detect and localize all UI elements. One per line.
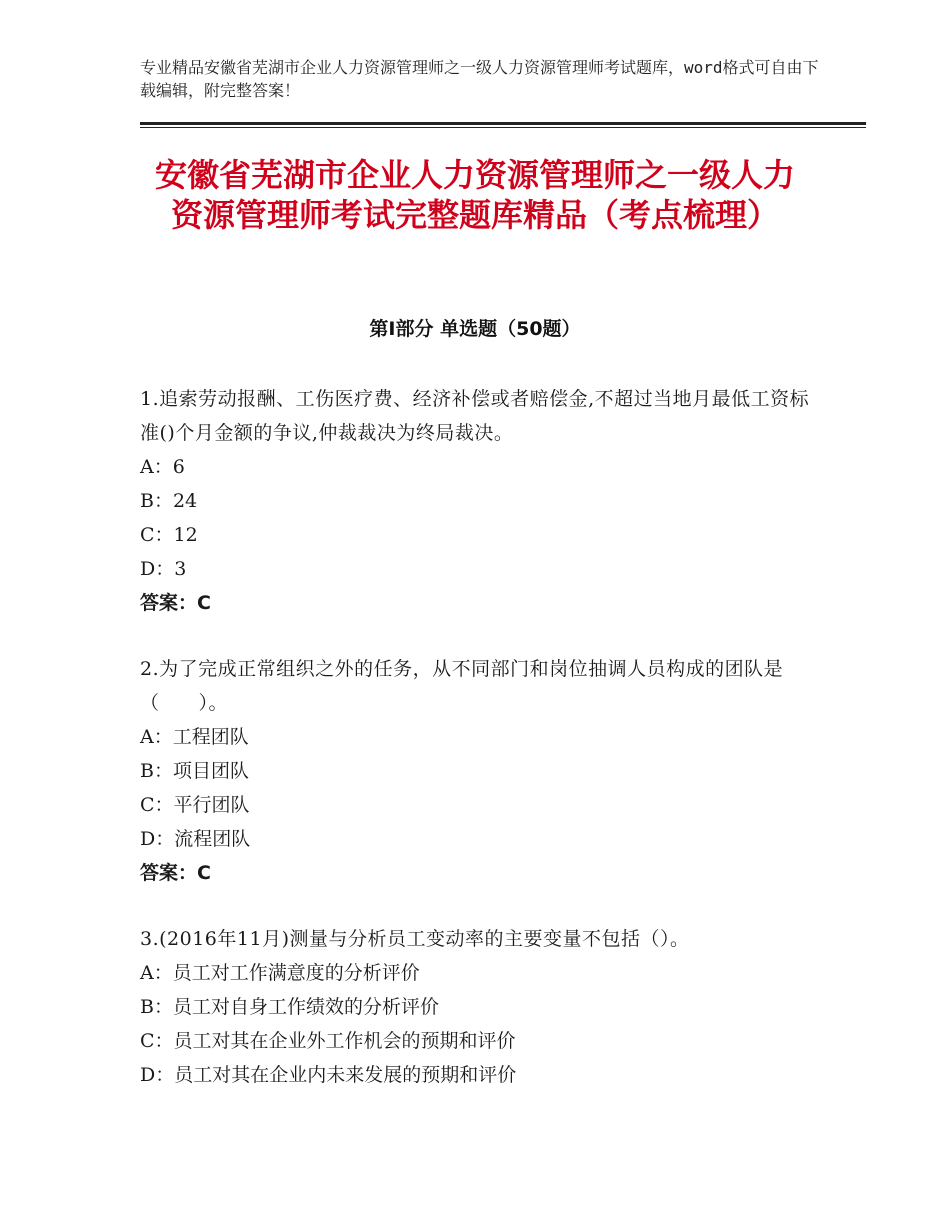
answer: 答案：C — [140, 862, 211, 884]
option-b: B：24 — [140, 490, 198, 512]
document-title: 安徽省芜湖市企业人力资源管理师之一级人力资源管理师考试完整题库精品（考点梳理） — [154, 156, 795, 234]
question-3 — [140, 922, 820, 1092]
section-title: 第Ⅰ部分 单选题（50题） — [369, 318, 581, 340]
option-d: D：流程团队 — [140, 828, 251, 850]
option-a: A：员工对工作满意度的分析评价 — [140, 962, 420, 984]
question-stem: 2.为了完成正常组织之外的任务，从不同部门和岗位抽调人员构成的团队是（ ）。 — [140, 658, 784, 714]
question-2 — [140, 652, 820, 890]
question-stem: 3.(2016年11月)测量与分析员工变动率的主要变量不包括（）。 — [140, 928, 690, 950]
option-d: D：员工对其在企业内未来发展的预期和评价 — [140, 1064, 517, 1086]
question-list — [140, 382, 820, 1124]
header-note: 专业精品安徽省芜湖市企业人力资源管理师之一级人力资源管理师考试题库，word格式可自由下载编辑，附完整答案！ — [140, 58, 819, 100]
option-d: D：3 — [140, 558, 187, 580]
option-c: C：员工对其在企业外工作机会的预期和评价 — [140, 1030, 516, 1052]
answer: 答案：C — [140, 592, 211, 614]
option-c: C：平行团队 — [140, 794, 250, 816]
option-b: B：员工对自身工作绩效的分析评价 — [140, 996, 439, 1018]
option-b: B：项目团队 — [140, 760, 249, 782]
header-rule-thick — [140, 122, 866, 125]
option-a: A：6 — [140, 456, 185, 478]
option-c: C：12 — [140, 524, 198, 546]
option-a: A：工程团队 — [140, 726, 249, 748]
question-1 — [140, 382, 820, 620]
question-stem: 1.追索劳动报酬、工伤医疗费、经济补偿或者赔偿金,不超过当地月最低工资标准()个月金额的争议,仲裁裁决为终局裁决。 — [140, 388, 810, 444]
header-rule-thin — [140, 127, 866, 128]
